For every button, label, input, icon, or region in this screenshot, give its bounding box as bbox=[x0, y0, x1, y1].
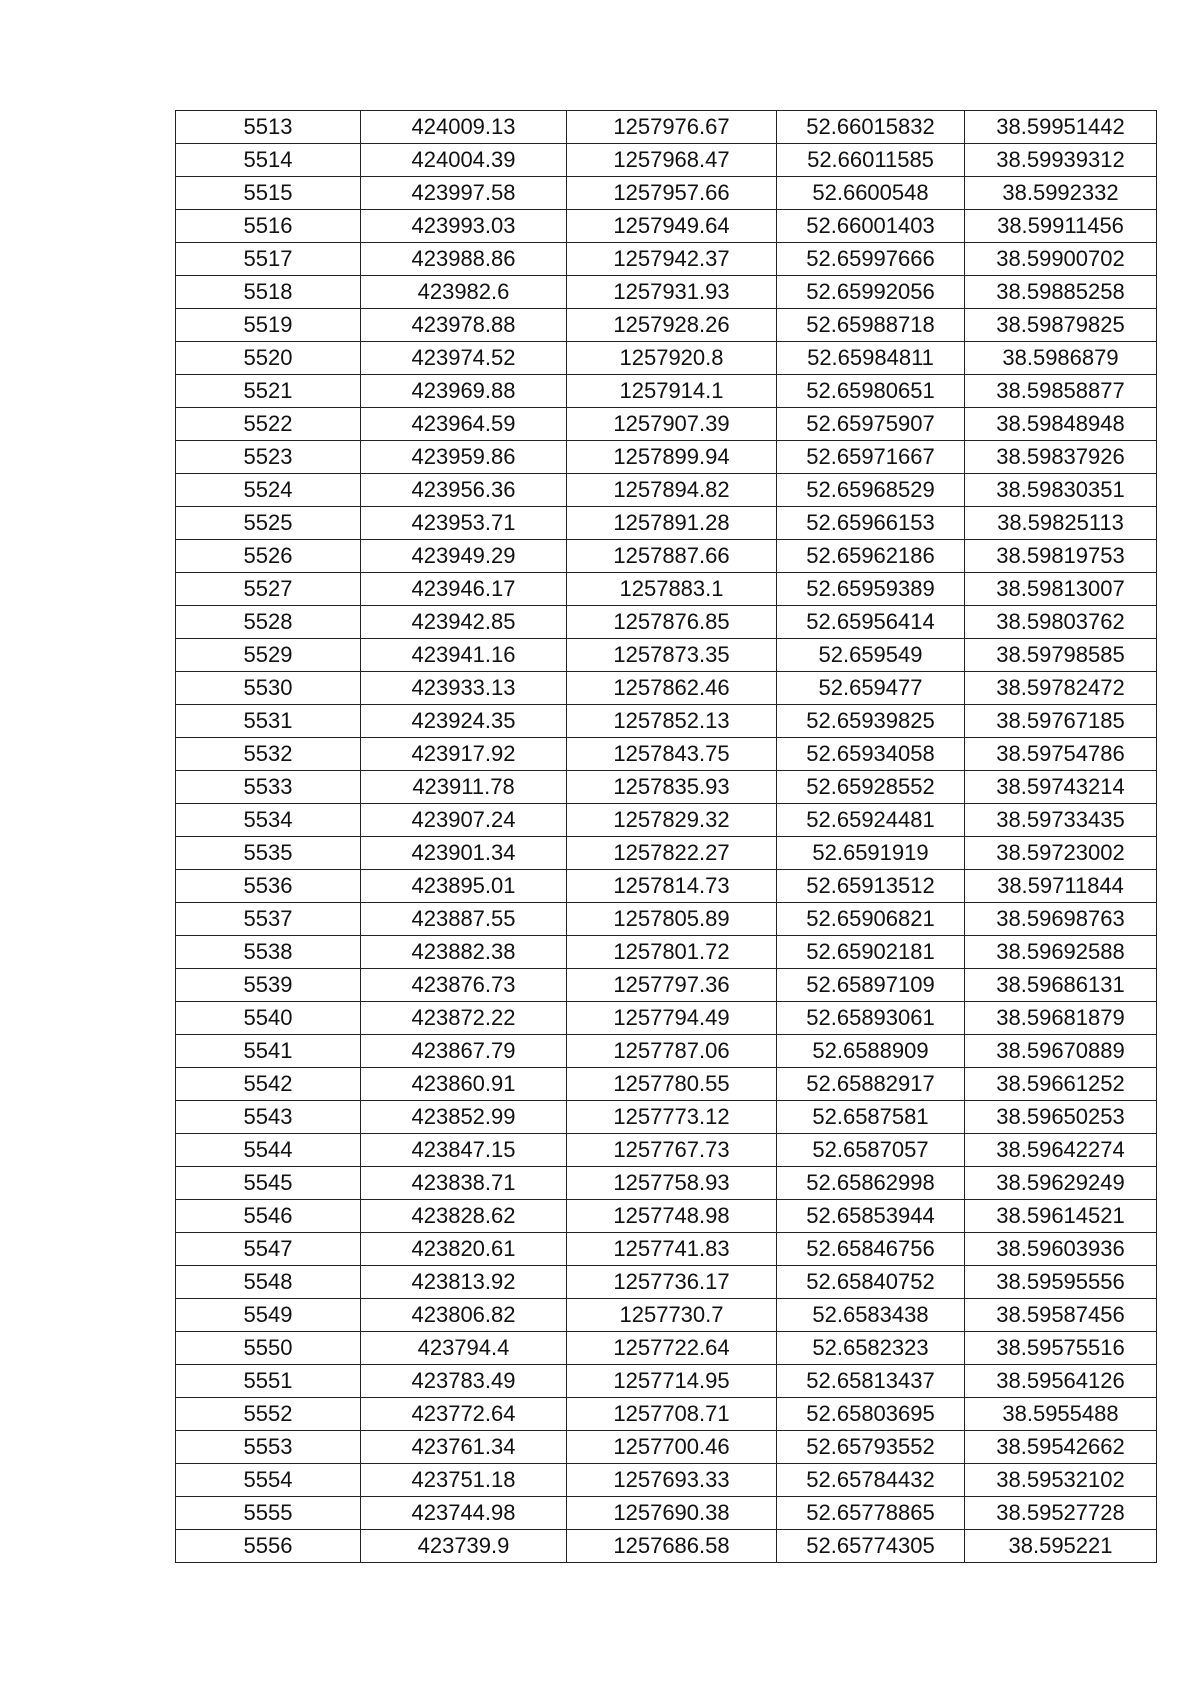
y-coordinate-cell: 1257690.38 bbox=[567, 1497, 777, 1530]
longitude-cell: 38.59603936 bbox=[965, 1233, 1157, 1266]
table-row bbox=[176, 342, 1157, 375]
latitude-cell: 52.65971667 bbox=[777, 441, 965, 474]
y-coordinate-cell: 1257976.67 bbox=[567, 111, 777, 144]
x-coordinate-cell: 423872.22 bbox=[361, 1002, 567, 1035]
point-number-cell: 5517 bbox=[176, 243, 361, 276]
point-number-cell: 5550 bbox=[176, 1332, 361, 1365]
longitude-cell: 38.59900702 bbox=[965, 243, 1157, 276]
longitude-cell: 38.59837926 bbox=[965, 441, 1157, 474]
latitude-cell: 52.65803695 bbox=[777, 1398, 965, 1431]
x-coordinate-cell: 423969.88 bbox=[361, 375, 567, 408]
latitude-cell: 52.6591919 bbox=[777, 837, 965, 870]
y-coordinate-cell: 1257767.73 bbox=[567, 1134, 777, 1167]
latitude-cell: 52.65968529 bbox=[777, 474, 965, 507]
longitude-cell: 38.59614521 bbox=[965, 1200, 1157, 1233]
table-row bbox=[176, 276, 1157, 309]
y-coordinate-cell: 1257794.49 bbox=[567, 1002, 777, 1035]
y-coordinate-cell: 1257797.36 bbox=[567, 969, 777, 1002]
latitude-cell: 52.66001403 bbox=[777, 210, 965, 243]
point-number-cell: 5520 bbox=[176, 342, 361, 375]
latitude-cell: 52.65939825 bbox=[777, 705, 965, 738]
longitude-cell: 38.59575516 bbox=[965, 1332, 1157, 1365]
latitude-cell: 52.6583438 bbox=[777, 1299, 965, 1332]
longitude-cell: 38.59830351 bbox=[965, 474, 1157, 507]
point-number-cell: 5542 bbox=[176, 1068, 361, 1101]
x-coordinate-cell: 423953.71 bbox=[361, 507, 567, 540]
point-number-cell: 5521 bbox=[176, 375, 361, 408]
point-number-cell: 5515 bbox=[176, 177, 361, 210]
x-coordinate-cell: 423949.29 bbox=[361, 540, 567, 573]
latitude-cell: 52.6587057 bbox=[777, 1134, 965, 1167]
latitude-cell: 52.65966153 bbox=[777, 507, 965, 540]
point-number-cell: 5546 bbox=[176, 1200, 361, 1233]
point-number-cell: 5513 bbox=[176, 111, 361, 144]
table-row bbox=[176, 1299, 1157, 1332]
table-row bbox=[176, 804, 1157, 837]
y-coordinate-cell: 1257899.94 bbox=[567, 441, 777, 474]
x-coordinate-cell: 423847.15 bbox=[361, 1134, 567, 1167]
point-number-cell: 5525 bbox=[176, 507, 361, 540]
point-number-cell: 5529 bbox=[176, 639, 361, 672]
table-row bbox=[176, 705, 1157, 738]
table-row bbox=[176, 870, 1157, 903]
x-coordinate-cell: 423988.86 bbox=[361, 243, 567, 276]
y-coordinate-cell: 1257773.12 bbox=[567, 1101, 777, 1134]
point-number-cell: 5545 bbox=[176, 1167, 361, 1200]
x-coordinate-cell: 423959.86 bbox=[361, 441, 567, 474]
point-number-cell: 5541 bbox=[176, 1035, 361, 1068]
y-coordinate-cell: 1257801.72 bbox=[567, 936, 777, 969]
latitude-cell: 52.65840752 bbox=[777, 1266, 965, 1299]
latitude-cell: 52.65774305 bbox=[777, 1530, 965, 1563]
x-coordinate-cell: 423794.4 bbox=[361, 1332, 567, 1365]
x-coordinate-cell: 423761.34 bbox=[361, 1431, 567, 1464]
table-row bbox=[176, 408, 1157, 441]
y-coordinate-cell: 1257814.73 bbox=[567, 870, 777, 903]
point-number-cell: 5523 bbox=[176, 441, 361, 474]
latitude-cell: 52.65913512 bbox=[777, 870, 965, 903]
table-row bbox=[176, 1497, 1157, 1530]
x-coordinate-cell: 424009.13 bbox=[361, 111, 567, 144]
y-coordinate-cell: 1257843.75 bbox=[567, 738, 777, 771]
latitude-cell: 52.65988718 bbox=[777, 309, 965, 342]
longitude-cell: 38.59803762 bbox=[965, 606, 1157, 639]
point-number-cell: 5514 bbox=[176, 144, 361, 177]
latitude-cell: 52.65992056 bbox=[777, 276, 965, 309]
point-number-cell: 5548 bbox=[176, 1266, 361, 1299]
table-row bbox=[176, 1464, 1157, 1497]
x-coordinate-cell: 423828.62 bbox=[361, 1200, 567, 1233]
y-coordinate-cell: 1257730.7 bbox=[567, 1299, 777, 1332]
longitude-cell: 38.59754786 bbox=[965, 738, 1157, 771]
latitude-cell: 52.65975907 bbox=[777, 408, 965, 441]
point-number-cell: 5538 bbox=[176, 936, 361, 969]
longitude-cell: 38.59650253 bbox=[965, 1101, 1157, 1134]
table-row bbox=[176, 1167, 1157, 1200]
latitude-cell: 52.6587581 bbox=[777, 1101, 965, 1134]
y-coordinate-cell: 1257894.82 bbox=[567, 474, 777, 507]
y-coordinate-cell: 1257957.66 bbox=[567, 177, 777, 210]
table-row bbox=[176, 771, 1157, 804]
x-coordinate-cell: 423887.55 bbox=[361, 903, 567, 936]
longitude-cell: 38.59951442 bbox=[965, 111, 1157, 144]
longitude-cell: 38.59698763 bbox=[965, 903, 1157, 936]
latitude-cell: 52.65984811 bbox=[777, 342, 965, 375]
point-number-cell: 5526 bbox=[176, 540, 361, 573]
y-coordinate-cell: 1257920.8 bbox=[567, 342, 777, 375]
latitude-cell: 52.65813437 bbox=[777, 1365, 965, 1398]
y-coordinate-cell: 1257758.93 bbox=[567, 1167, 777, 1200]
latitude-cell: 52.65956414 bbox=[777, 606, 965, 639]
y-coordinate-cell: 1257805.89 bbox=[567, 903, 777, 936]
table-row bbox=[176, 738, 1157, 771]
table-row bbox=[176, 111, 1157, 144]
x-coordinate-cell: 423876.73 bbox=[361, 969, 567, 1002]
point-number-cell: 5555 bbox=[176, 1497, 361, 1530]
longitude-cell: 38.59743214 bbox=[965, 771, 1157, 804]
latitude-cell: 52.65980651 bbox=[777, 375, 965, 408]
table-row bbox=[176, 1134, 1157, 1167]
longitude-cell: 38.59692588 bbox=[965, 936, 1157, 969]
point-number-cell: 5549 bbox=[176, 1299, 361, 1332]
latitude-cell: 52.66011585 bbox=[777, 144, 965, 177]
x-coordinate-cell: 423820.61 bbox=[361, 1233, 567, 1266]
y-coordinate-cell: 1257736.17 bbox=[567, 1266, 777, 1299]
latitude-cell: 52.65882917 bbox=[777, 1068, 965, 1101]
table-row bbox=[176, 606, 1157, 639]
y-coordinate-cell: 1257891.28 bbox=[567, 507, 777, 540]
x-coordinate-cell: 423997.58 bbox=[361, 177, 567, 210]
latitude-cell: 52.65962186 bbox=[777, 540, 965, 573]
latitude-cell: 52.65997666 bbox=[777, 243, 965, 276]
longitude-cell: 38.59686131 bbox=[965, 969, 1157, 1002]
point-number-cell: 5551 bbox=[176, 1365, 361, 1398]
y-coordinate-cell: 1257887.66 bbox=[567, 540, 777, 573]
table-row bbox=[176, 1530, 1157, 1563]
x-coordinate-cell: 423772.64 bbox=[361, 1398, 567, 1431]
y-coordinate-cell: 1257942.37 bbox=[567, 243, 777, 276]
y-coordinate-cell: 1257722.64 bbox=[567, 1332, 777, 1365]
point-number-cell: 5556 bbox=[176, 1530, 361, 1563]
y-coordinate-cell: 1257873.35 bbox=[567, 639, 777, 672]
longitude-cell: 38.59527728 bbox=[965, 1497, 1157, 1530]
x-coordinate-cell: 423917.92 bbox=[361, 738, 567, 771]
table-row bbox=[176, 144, 1157, 177]
x-coordinate-cell: 423744.98 bbox=[361, 1497, 567, 1530]
longitude-cell: 38.59858877 bbox=[965, 375, 1157, 408]
y-coordinate-cell: 1257968.47 bbox=[567, 144, 777, 177]
latitude-cell: 52.6600548 bbox=[777, 177, 965, 210]
y-coordinate-cell: 1257700.46 bbox=[567, 1431, 777, 1464]
latitude-cell: 52.659549 bbox=[777, 639, 965, 672]
point-number-cell: 5531 bbox=[176, 705, 361, 738]
point-number-cell: 5532 bbox=[176, 738, 361, 771]
y-coordinate-cell: 1257708.71 bbox=[567, 1398, 777, 1431]
table-row bbox=[176, 1101, 1157, 1134]
latitude-cell: 52.6582323 bbox=[777, 1332, 965, 1365]
latitude-cell: 52.65906821 bbox=[777, 903, 965, 936]
point-number-cell: 5552 bbox=[176, 1398, 361, 1431]
x-coordinate-cell: 423901.34 bbox=[361, 837, 567, 870]
table-row bbox=[176, 1068, 1157, 1101]
y-coordinate-cell: 1257748.98 bbox=[567, 1200, 777, 1233]
point-number-cell: 5536 bbox=[176, 870, 361, 903]
x-coordinate-cell: 423982.6 bbox=[361, 276, 567, 309]
table-row bbox=[176, 1233, 1157, 1266]
latitude-cell: 52.65893061 bbox=[777, 1002, 965, 1035]
y-coordinate-cell: 1257907.39 bbox=[567, 408, 777, 441]
latitude-cell: 52.65924481 bbox=[777, 804, 965, 837]
table-row bbox=[176, 672, 1157, 705]
x-coordinate-cell: 423739.9 bbox=[361, 1530, 567, 1563]
point-number-cell: 5533 bbox=[176, 771, 361, 804]
x-coordinate-cell: 423964.59 bbox=[361, 408, 567, 441]
table-row bbox=[176, 177, 1157, 210]
table-row bbox=[176, 969, 1157, 1002]
latitude-cell: 52.65853944 bbox=[777, 1200, 965, 1233]
longitude-cell: 38.5955488 bbox=[965, 1398, 1157, 1431]
table-row bbox=[176, 243, 1157, 276]
coordinates-table-body bbox=[176, 111, 1157, 1563]
latitude-cell: 52.65778865 bbox=[777, 1497, 965, 1530]
longitude-cell: 38.59767185 bbox=[965, 705, 1157, 738]
y-coordinate-cell: 1257822.27 bbox=[567, 837, 777, 870]
x-coordinate-cell: 424004.39 bbox=[361, 144, 567, 177]
table-row bbox=[176, 1365, 1157, 1398]
latitude-cell: 52.659477 bbox=[777, 672, 965, 705]
x-coordinate-cell: 423946.17 bbox=[361, 573, 567, 606]
point-number-cell: 5535 bbox=[176, 837, 361, 870]
y-coordinate-cell: 1257829.32 bbox=[567, 804, 777, 837]
latitude-cell: 52.65959389 bbox=[777, 573, 965, 606]
y-coordinate-cell: 1257780.55 bbox=[567, 1068, 777, 1101]
latitude-cell: 52.65897109 bbox=[777, 969, 965, 1002]
table-row bbox=[176, 1332, 1157, 1365]
point-number-cell: 5540 bbox=[176, 1002, 361, 1035]
latitude-cell: 52.65902181 bbox=[777, 936, 965, 969]
longitude-cell: 38.59629249 bbox=[965, 1167, 1157, 1200]
table-row bbox=[176, 441, 1157, 474]
point-number-cell: 5528 bbox=[176, 606, 361, 639]
point-number-cell: 5519 bbox=[176, 309, 361, 342]
longitude-cell: 38.59813007 bbox=[965, 573, 1157, 606]
table-row bbox=[176, 309, 1157, 342]
table-row bbox=[176, 936, 1157, 969]
y-coordinate-cell: 1257931.93 bbox=[567, 276, 777, 309]
x-coordinate-cell: 423993.03 bbox=[361, 210, 567, 243]
y-coordinate-cell: 1257852.13 bbox=[567, 705, 777, 738]
x-coordinate-cell: 423852.99 bbox=[361, 1101, 567, 1134]
longitude-cell: 38.59723002 bbox=[965, 837, 1157, 870]
table-row bbox=[176, 1200, 1157, 1233]
latitude-cell: 52.65862998 bbox=[777, 1167, 965, 1200]
longitude-cell: 38.59848948 bbox=[965, 408, 1157, 441]
table-row bbox=[176, 474, 1157, 507]
longitude-cell: 38.59532102 bbox=[965, 1464, 1157, 1497]
table-row bbox=[176, 903, 1157, 936]
table-row bbox=[176, 1035, 1157, 1068]
x-coordinate-cell: 423783.49 bbox=[361, 1365, 567, 1398]
table-row bbox=[176, 573, 1157, 606]
y-coordinate-cell: 1257693.33 bbox=[567, 1464, 777, 1497]
x-coordinate-cell: 423813.92 bbox=[361, 1266, 567, 1299]
longitude-cell: 38.5986879 bbox=[965, 342, 1157, 375]
point-number-cell: 5543 bbox=[176, 1101, 361, 1134]
longitude-cell: 38.59681879 bbox=[965, 1002, 1157, 1035]
y-coordinate-cell: 1257949.64 bbox=[567, 210, 777, 243]
x-coordinate-cell: 423751.18 bbox=[361, 1464, 567, 1497]
longitude-cell: 38.59542662 bbox=[965, 1431, 1157, 1464]
longitude-cell: 38.59939312 bbox=[965, 144, 1157, 177]
latitude-cell: 52.65793552 bbox=[777, 1431, 965, 1464]
longitude-cell: 38.59711844 bbox=[965, 870, 1157, 903]
table-row bbox=[176, 507, 1157, 540]
y-coordinate-cell: 1257787.06 bbox=[567, 1035, 777, 1068]
point-number-cell: 5530 bbox=[176, 672, 361, 705]
longitude-cell: 38.595221 bbox=[965, 1530, 1157, 1563]
table-row bbox=[176, 1002, 1157, 1035]
table-row bbox=[176, 837, 1157, 870]
x-coordinate-cell: 423895.01 bbox=[361, 870, 567, 903]
longitude-cell: 38.59819753 bbox=[965, 540, 1157, 573]
longitude-cell: 38.59825113 bbox=[965, 507, 1157, 540]
longitude-cell: 38.5992332 bbox=[965, 177, 1157, 210]
latitude-cell: 52.66015832 bbox=[777, 111, 965, 144]
longitude-cell: 38.59642274 bbox=[965, 1134, 1157, 1167]
x-coordinate-cell: 423806.82 bbox=[361, 1299, 567, 1332]
point-number-cell: 5547 bbox=[176, 1233, 361, 1266]
longitude-cell: 38.59587456 bbox=[965, 1299, 1157, 1332]
y-coordinate-cell: 1257714.95 bbox=[567, 1365, 777, 1398]
x-coordinate-cell: 423956.36 bbox=[361, 474, 567, 507]
point-number-cell: 5518 bbox=[176, 276, 361, 309]
x-coordinate-cell: 423933.13 bbox=[361, 672, 567, 705]
longitude-cell: 38.59879825 bbox=[965, 309, 1157, 342]
point-number-cell: 5534 bbox=[176, 804, 361, 837]
table-row bbox=[176, 639, 1157, 672]
coordinates-table bbox=[175, 110, 1157, 1563]
point-number-cell: 5539 bbox=[176, 969, 361, 1002]
longitude-cell: 38.59782472 bbox=[965, 672, 1157, 705]
y-coordinate-cell: 1257928.26 bbox=[567, 309, 777, 342]
table-row bbox=[176, 1398, 1157, 1431]
latitude-cell: 52.65928552 bbox=[777, 771, 965, 804]
longitude-cell: 38.59661252 bbox=[965, 1068, 1157, 1101]
x-coordinate-cell: 423974.52 bbox=[361, 342, 567, 375]
point-number-cell: 5537 bbox=[176, 903, 361, 936]
y-coordinate-cell: 1257914.1 bbox=[567, 375, 777, 408]
longitude-cell: 38.59885258 bbox=[965, 276, 1157, 309]
table-row bbox=[176, 375, 1157, 408]
longitude-cell: 38.59564126 bbox=[965, 1365, 1157, 1398]
longitude-cell: 38.59595556 bbox=[965, 1266, 1157, 1299]
y-coordinate-cell: 1257876.85 bbox=[567, 606, 777, 639]
x-coordinate-cell: 423867.79 bbox=[361, 1035, 567, 1068]
table-row bbox=[176, 210, 1157, 243]
point-number-cell: 5554 bbox=[176, 1464, 361, 1497]
y-coordinate-cell: 1257883.1 bbox=[567, 573, 777, 606]
latitude-cell: 52.65846756 bbox=[777, 1233, 965, 1266]
y-coordinate-cell: 1257835.93 bbox=[567, 771, 777, 804]
longitude-cell: 38.59798585 bbox=[965, 639, 1157, 672]
x-coordinate-cell: 423838.71 bbox=[361, 1167, 567, 1200]
y-coordinate-cell: 1257862.46 bbox=[567, 672, 777, 705]
point-number-cell: 5522 bbox=[176, 408, 361, 441]
latitude-cell: 52.6588909 bbox=[777, 1035, 965, 1068]
table-row bbox=[176, 540, 1157, 573]
x-coordinate-cell: 423941.16 bbox=[361, 639, 567, 672]
x-coordinate-cell: 423860.91 bbox=[361, 1068, 567, 1101]
x-coordinate-cell: 423942.85 bbox=[361, 606, 567, 639]
latitude-cell: 52.65934058 bbox=[777, 738, 965, 771]
longitude-cell: 38.59670889 bbox=[965, 1035, 1157, 1068]
x-coordinate-cell: 423978.88 bbox=[361, 309, 567, 342]
point-number-cell: 5516 bbox=[176, 210, 361, 243]
y-coordinate-cell: 1257686.58 bbox=[567, 1530, 777, 1563]
point-number-cell: 5527 bbox=[176, 573, 361, 606]
point-number-cell: 5544 bbox=[176, 1134, 361, 1167]
y-coordinate-cell: 1257741.83 bbox=[567, 1233, 777, 1266]
point-number-cell: 5553 bbox=[176, 1431, 361, 1464]
point-number-cell: 5524 bbox=[176, 474, 361, 507]
x-coordinate-cell: 423911.78 bbox=[361, 771, 567, 804]
table-row bbox=[176, 1431, 1157, 1464]
x-coordinate-cell: 423907.24 bbox=[361, 804, 567, 837]
table-row bbox=[176, 1266, 1157, 1299]
x-coordinate-cell: 423882.38 bbox=[361, 936, 567, 969]
longitude-cell: 38.59911456 bbox=[965, 210, 1157, 243]
longitude-cell: 38.59733435 bbox=[965, 804, 1157, 837]
latitude-cell: 52.65784432 bbox=[777, 1464, 965, 1497]
x-coordinate-cell: 423924.35 bbox=[361, 705, 567, 738]
